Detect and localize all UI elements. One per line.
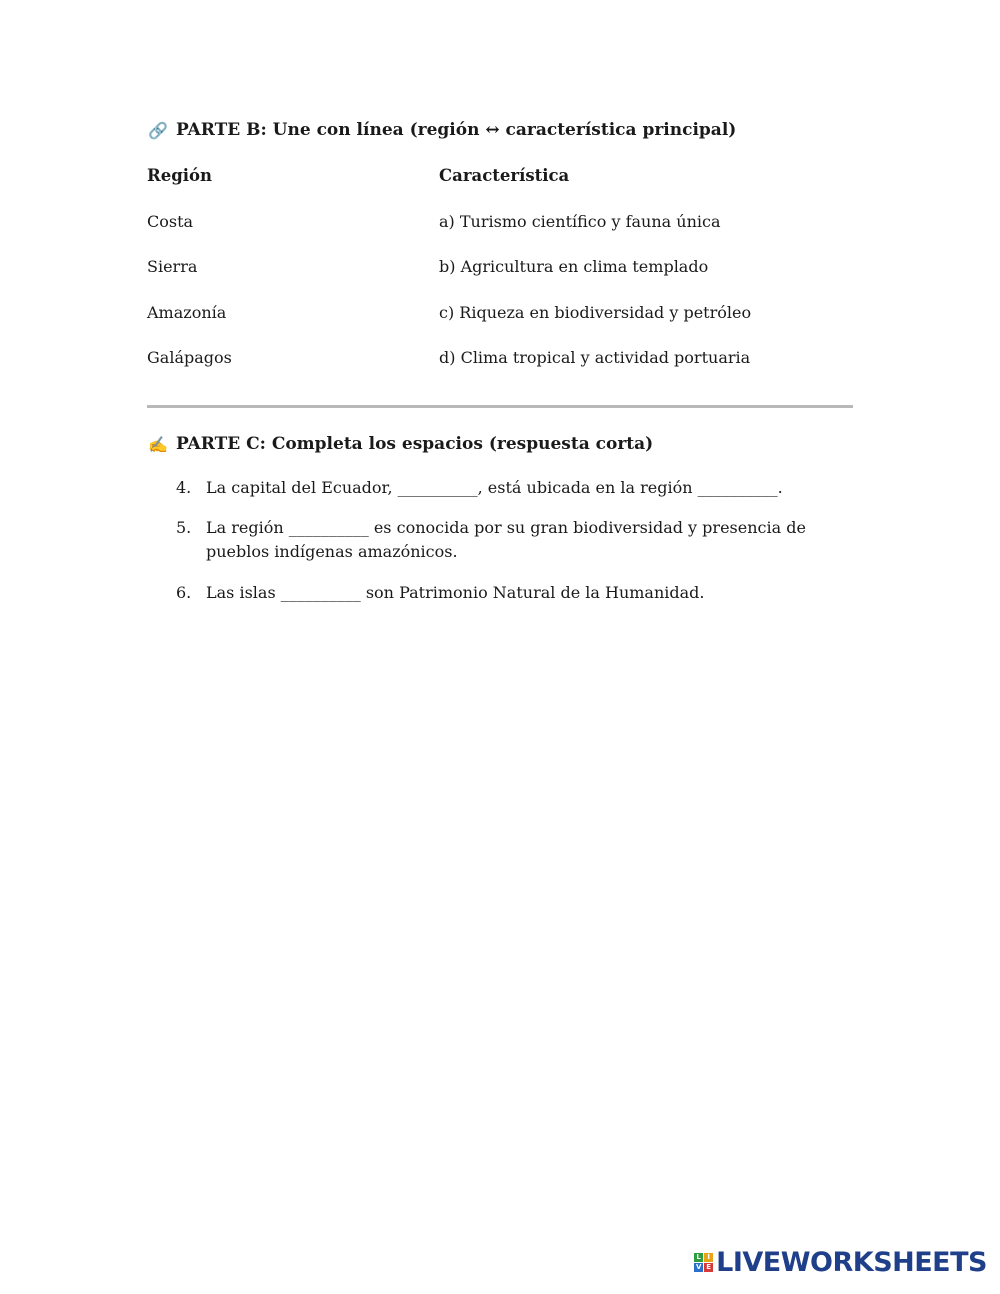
question-text[interactable]: La capital del Ecuador, __________, está ubicada en la región __________. [206, 478, 783, 497]
logo-letter-l: L [694, 1253, 703, 1262]
liveworksheets-brand[interactable] [694, 1247, 987, 1278]
region-galapagos[interactable]: Galápagos [147, 348, 232, 367]
header-region: Región [147, 166, 213, 185]
question-5 [176, 516, 856, 564]
logo-letter-v: V [695, 1263, 702, 1271]
question-number: 6. [176, 583, 192, 602]
logo-letter-i: I [704, 1253, 713, 1262]
logo-letter-e: E [704, 1263, 713, 1272]
link-icon: 🔗 [148, 120, 168, 140]
brand-text: LIVEWORKSHEETS [716, 1247, 987, 1278]
caracteristica-a[interactable]: a) Turismo científico y fauna única [439, 212, 721, 231]
parte-b-title-text: PARTE B: Une con línea (región ↔ característica principal) [176, 120, 737, 140]
section-divider [147, 405, 853, 408]
question-6 [176, 581, 856, 605]
liveworksheets-logo-icon [694, 1253, 713, 1272]
caracteristica-c[interactable]: c) Riqueza en biodiversidad y petróleo [439, 303, 752, 322]
caracteristica-b[interactable]: b) Agricultura en clima templado [439, 257, 709, 276]
region-amazonia[interactable]: Amazonía [147, 303, 227, 322]
writing-hand-icon: ✍ [148, 434, 168, 454]
question-text[interactable]: Las islas __________ son Patrimonio Natural de la Humanidad. [206, 583, 705, 602]
parte-c-title [148, 434, 653, 454]
question-4 [176, 476, 856, 500]
parte-b-title [148, 120, 736, 140]
region-sierra[interactable]: Sierra [147, 257, 198, 276]
question-number: 4. [176, 478, 192, 497]
region-costa[interactable]: Costa [147, 212, 194, 231]
question-text[interactable]: La región __________ es conocida por su gran biodiversidad y presencia de pueblos indígenas amazónicos. [206, 518, 806, 561]
header-caracteristica: Característica [439, 166, 570, 185]
question-number: 5. [176, 518, 192, 537]
parte-c-title-text: PARTE C: Completa los espacios (respuesta corta) [176, 434, 654, 454]
caracteristica-d[interactable]: d) Clima tropical y actividad portuaria [439, 348, 751, 367]
